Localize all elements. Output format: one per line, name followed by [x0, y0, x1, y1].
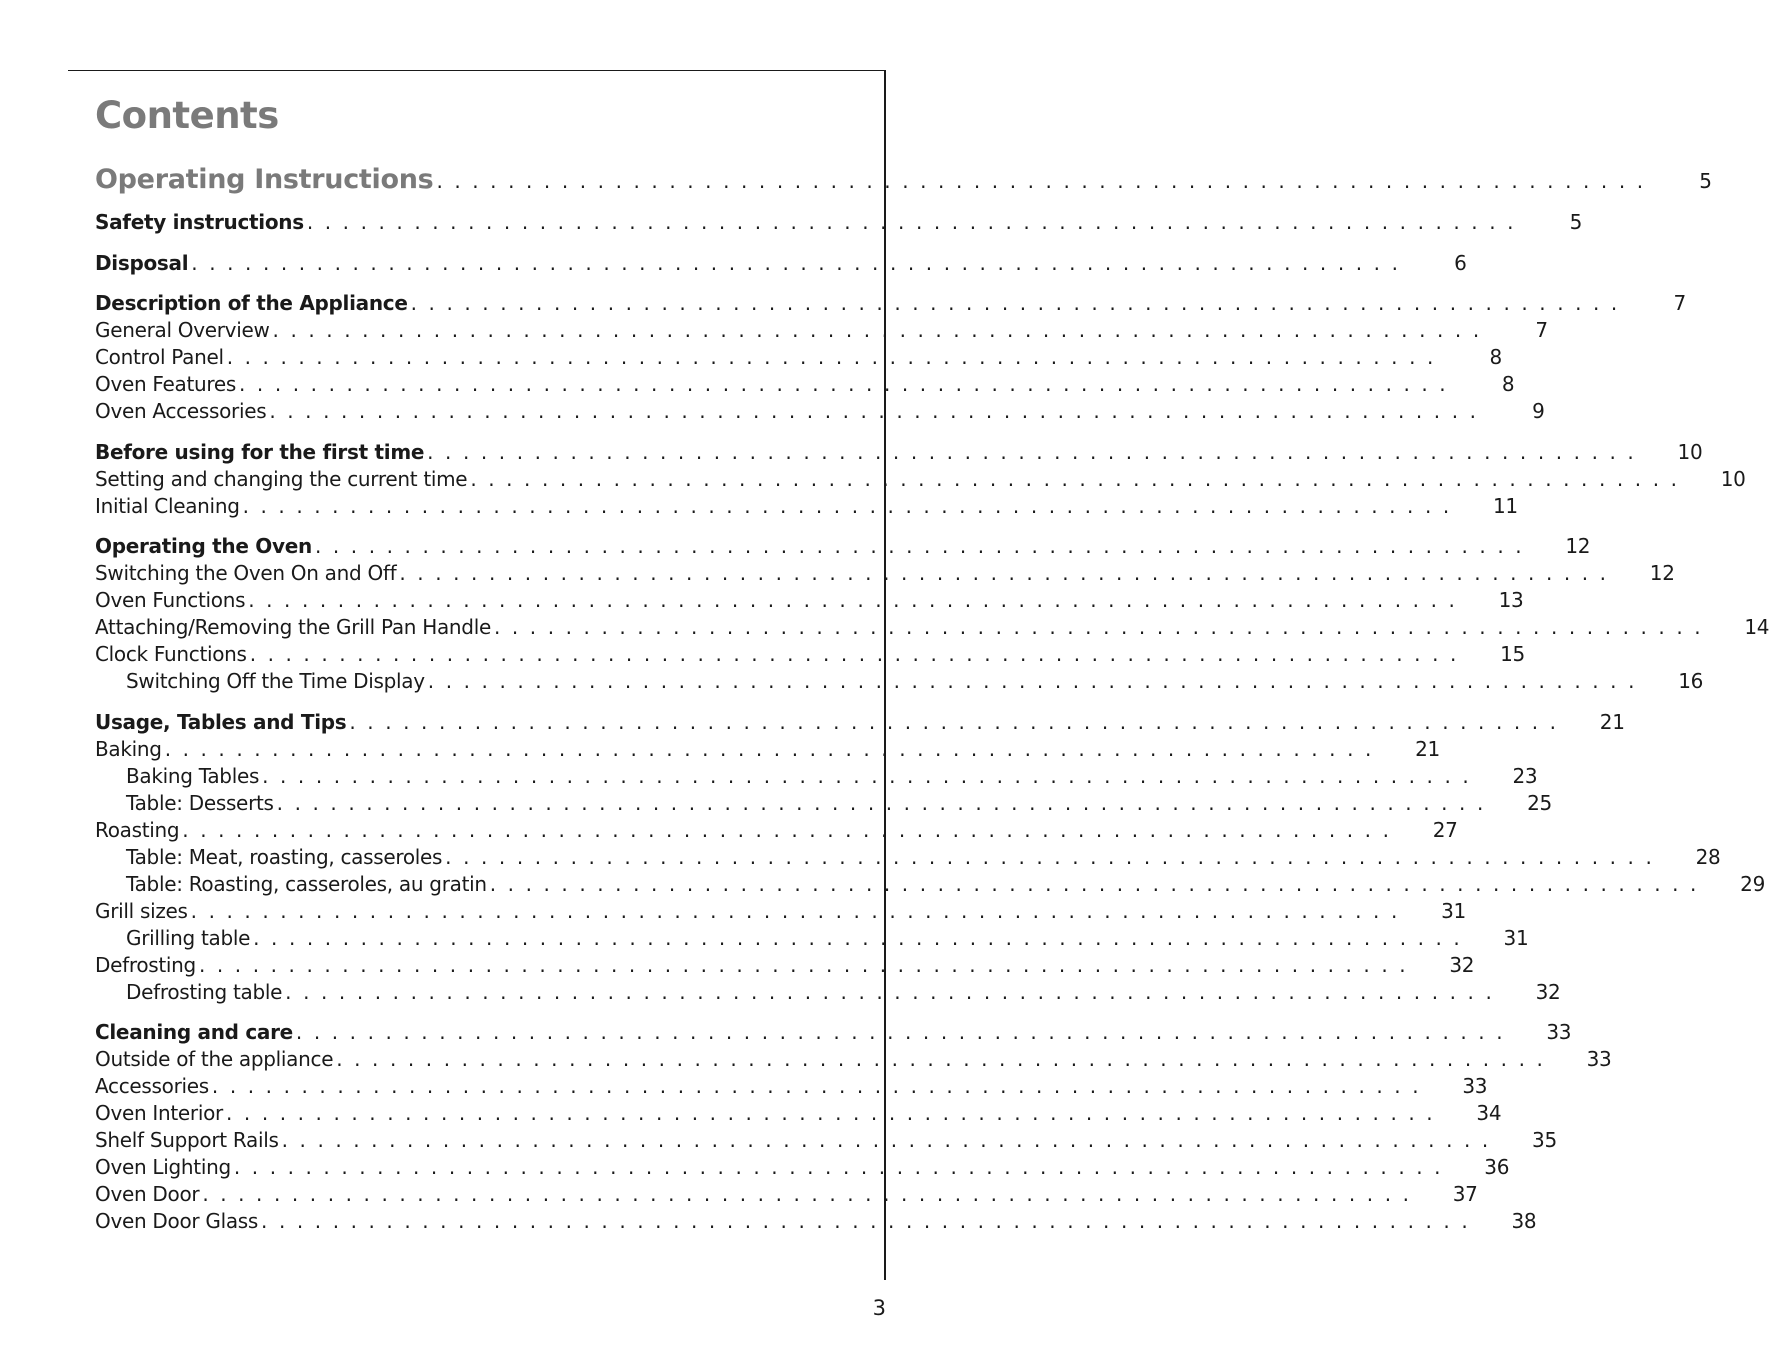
- toc-entry-accessories[interactable]: Accessories . . . . . . . . . . . . . . . . . . . . . . . . . . . . . . . . . . . . . . . . . . . . . . . . . . . . . . . . . . . . . . . . . . . . 33: [95, 1074, 1488, 1098]
- toc-entry-grill-sizes[interactable]: Grill sizes . . . . . . . . . . . . . . . . . . . . . . . . . . . . . . . . . . . . . . . . . . . . . . . . . . . . . . . . . . . . . . . . . . . . 31: [95, 899, 1466, 923]
- toc-entry-roasting[interactable]: Roasting . . . . . . . . . . . . . . . . . . . . . . . . . . . . . . . . . . . . . . . . . . . . . . . . . . . . . . . . . . . . . . . . . . . . 27: [95, 818, 1458, 842]
- toc-entry-operating-the-oven[interactable]: Operating the Oven . . . . . . . . . . . . . . . . . . . . . . . . . . . . . . . . . . . . . . . . . . . . . . . . . . . . . . . . . . . . . . . . . . . . 12: [95, 534, 1591, 558]
- toc-entry-oven-door[interactable]: Oven Door . . . . . . . . . . . . . . . . . . . . . . . . . . . . . . . . . . . . . . . . . . . . . . . . . . . . . . . . . . . . . . . . . . . . 37: [95, 1182, 1478, 1206]
- toc-entry-setting-current-time[interactable]: Setting and changing the current time . . . . . . . . . . . . . . . . . . . . . . . . . . . . . . . . . . . . . . . . . . . . . . . . . . . . . . . . . . . . . . . . . . . . 10: [95, 467, 1746, 491]
- toc-entry-baking-tables[interactable]: Baking Tables . . . . . . . . . . . . . . . . . . . . . . . . . . . . . . . . . . . . . . . . . . . . . . . . . . . . . . . . . . . . . . . . . . . . 23: [126, 764, 1538, 788]
- page-title: Contents: [95, 94, 279, 137]
- toc-entry-safety-instructions[interactable]: Safety instructions . . . . . . . . . . . . . . . . . . . . . . . . . . . . . . . . . . . . . . . . . . . . . . . . . . . . . . . . . . . . . . . . . . . . 5: [95, 210, 1583, 234]
- toc-entry-before-first-use[interactable]: Before using for the first time . . . . . . . . . . . . . . . . . . . . . . . . . . . . . . . . . . . . . . . . . . . . . . . . . . . . . . . . . . . . . . . . . . . . 10: [95, 440, 1703, 464]
- toc-entry-switching-off-time-display[interactable]: Switching Off the Time Display . . . . . . . . . . . . . . . . . . . . . . . . . . . . . . . . . . . . . . . . . . . . . . . . . . . . . . . . . . . . . . . . . . . . 16: [126, 669, 1704, 693]
- page-number: 3: [872, 1296, 886, 1320]
- toc-entry-defrosting-table[interactable]: Defrosting table . . . . . . . . . . . . . . . . . . . . . . . . . . . . . . . . . . . . . . . . . . . . . . . . . . . . . . . . . . . . . . . . . . . . 32: [126, 980, 1561, 1004]
- toc-entry-disposal[interactable]: Disposal . . . . . . . . . . . . . . . . . . . . . . . . . . . . . . . . . . . . . . . . . . . . . . . . . . . . . . . . . . . . . . . . . . . . 6: [95, 251, 1467, 275]
- toc-entry-defrosting[interactable]: Defrosting . . . . . . . . . . . . . . . . . . . . . . . . . . . . . . . . . . . . . . . . . . . . . . . . . . . . . . . . . . . . . . . . . . . . 32: [95, 953, 1475, 977]
- toc-entry-shelf-support-rails[interactable]: Shelf Support Rails . . . . . . . . . . . . . . . . . . . . . . . . . . . . . . . . . . . . . . . . . . . . . . . . . . . . . . . . . . . . . . . . . . . . 35: [95, 1128, 1557, 1152]
- toc-entry-table-roasting-gratin[interactable]: Table: Roasting, casseroles, au gratin . . . . . . . . . . . . . . . . . . . . . . . . . . . . . . . . . . . . . . . . . . . . . . . . . . . . . . . . . . . . . . . . . . . . 29: [126, 872, 1766, 896]
- toc-entry-table-desserts[interactable]: Table: Desserts . . . . . . . . . . . . . . . . . . . . . . . . . . . . . . . . . . . . . . . . . . . . . . . . . . . . . . . . . . . . . . . . . . . . 25: [126, 791, 1552, 815]
- toc-section-operating-instructions[interactable]: Operating Instructions . . . . . . . . . . . . . . . . . . . . . . . . . . . . . . . . . . . . . . . . . . . . . . . . . . . . . . . . . . . . . . . . . . . . 5: [95, 164, 1712, 195]
- toc-entry-oven-door-glass[interactable]: Oven Door Glass . . . . . . . . . . . . . . . . . . . . . . . . . . . . . . . . . . . . . . . . . . . . . . . . . . . . . . . . . . . . . . . . . . . . 38: [95, 1209, 1537, 1233]
- toc-entry-general-overview[interactable]: General Overview . . . . . . . . . . . . . . . . . . . . . . . . . . . . . . . . . . . . . . . . . . . . . . . . . . . . . . . . . . . . . . . . . . . . 7: [95, 318, 1548, 342]
- toc-entry-oven-functions[interactable]: Oven Functions . . . . . . . . . . . . . . . . . . . . . . . . . . . . . . . . . . . . . . . . . . . . . . . . . . . . . . . . . . . . . . . . . . . . 13: [95, 588, 1524, 612]
- toc-entry-table-meat-roasting[interactable]: Table: Meat, roasting, casseroles . . . . . . . . . . . . . . . . . . . . . . . . . . . . . . . . . . . . . . . . . . . . . . . . . . . . . . . . . . . . . . . . . . . . 28: [126, 845, 1721, 869]
- toc-entry-description-of-appliance[interactable]: Description of the Appliance . . . . . . . . . . . . . . . . . . . . . . . . . . . . . . . . . . . . . . . . . . . . . . . . . . . . . . . . . . . . . . . . . . . . 7: [95, 291, 1686, 315]
- toc-entry-oven-accessories[interactable]: Oven Accessories . . . . . . . . . . . . . . . . . . . . . . . . . . . . . . . . . . . . . . . . . . . . . . . . . . . . . . . . . . . . . . . . . . . . 9: [95, 399, 1545, 423]
- toc-entry-grilling-table[interactable]: Grilling table . . . . . . . . . . . . . . . . . . . . . . . . . . . . . . . . . . . . . . . . . . . . . . . . . . . . . . . . . . . . . . . . . . . . 31: [126, 926, 1529, 950]
- toc-entry-control-panel[interactable]: Control Panel . . . . . . . . . . . . . . . . . . . . . . . . . . . . . . . . . . . . . . . . . . . . . . . . . . . . . . . . . . . . . . . . . . . . 8: [95, 345, 1502, 369]
- toc-entry-cleaning-and-care[interactable]: Cleaning and care . . . . . . . . . . . . . . . . . . . . . . . . . . . . . . . . . . . . . . . . . . . . . . . . . . . . . . . . . . . . . . . . . . . . 33: [95, 1020, 1572, 1044]
- toc-entry-oven-interior[interactable]: Oven Interior . . . . . . . . . . . . . . . . . . . . . . . . . . . . . . . . . . . . . . . . . . . . . . . . . . . . . . . . . . . . . . . . . . . . 34: [95, 1101, 1502, 1125]
- toc-entry-oven-lighting[interactable]: Oven Lighting . . . . . . . . . . . . . . . . . . . . . . . . . . . . . . . . . . . . . . . . . . . . . . . . . . . . . . . . . . . . . . . . . . . . 36: [95, 1155, 1510, 1179]
- toc-entry-clock-functions[interactable]: Clock Functions . . . . . . . . . . . . . . . . . . . . . . . . . . . . . . . . . . . . . . . . . . . . . . . . . . . . . . . . . . . . . . . . . . . . 15: [95, 642, 1525, 666]
- toc-entry-initial-cleaning[interactable]: Initial Cleaning . . . . . . . . . . . . . . . . . . . . . . . . . . . . . . . . . . . . . . . . . . . . . . . . . . . . . . . . . . . . . . . . . . . . 11: [95, 494, 1518, 518]
- toc-entry-grill-pan-handle[interactable]: Attaching/Removing the Grill Pan Handle . . . . . . . . . . . . . . . . . . . . . . . . . . . . . . . . . . . . . . . . . . . . . . . . . . . . . . . . . . . . . . . . . . . . 14: [95, 615, 1769, 639]
- toc-entry-baking[interactable]: Baking . . . . . . . . . . . . . . . . . . . . . . . . . . . . . . . . . . . . . . . . . . . . . . . . . . . . . . . . . . . . . . . . . . . . 21: [95, 737, 1440, 761]
- frame-top-rule: [68, 70, 886, 71]
- toc-entry-oven-features[interactable]: Oven Features . . . . . . . . . . . . . . . . . . . . . . . . . . . . . . . . . . . . . . . . . . . . . . . . . . . . . . . . . . . . . . . . . . . . 8: [95, 372, 1515, 396]
- toc-entry-switching-oven-on-off[interactable]: Switching the Oven On and Off . . . . . . . . . . . . . . . . . . . . . . . . . . . . . . . . . . . . . . . . . . . . . . . . . . . . . . . . . . . . . . . . . . . . 12: [95, 561, 1675, 585]
- toc-entry-usage-tables-tips[interactable]: Usage, Tables and Tips . . . . . . . . . . . . . . . . . . . . . . . . . . . . . . . . . . . . . . . . . . . . . . . . . . . . . . . . . . . . . . . . . . . . 21: [95, 710, 1625, 734]
- toc-entry-outside-of-appliance[interactable]: Outside of the appliance . . . . . . . . . . . . . . . . . . . . . . . . . . . . . . . . . . . . . . . . . . . . . . . . . . . . . . . . . . . . . . . . . . . . 33: [95, 1047, 1612, 1071]
